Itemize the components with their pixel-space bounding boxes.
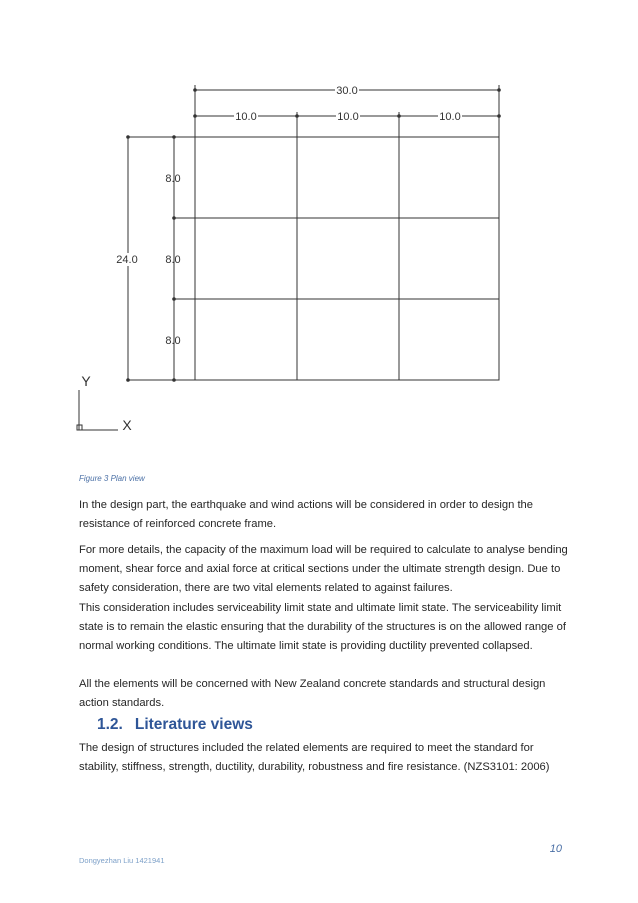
dim-tick xyxy=(497,88,501,92)
figure-caption: Figure 3 Plan view xyxy=(79,474,145,483)
paragraph-4: All the elements will be concerned with New Zealand concrete standards and structural design action standards. xyxy=(79,678,546,709)
dim-tick xyxy=(295,114,299,118)
ucs-x-label: X xyxy=(122,417,132,433)
dim-tick xyxy=(193,114,197,118)
dim-tick xyxy=(172,297,176,301)
dim-total-x-label: 30.0 xyxy=(336,85,358,97)
dim-y-label-1: 8.0 xyxy=(165,173,181,185)
dim-tick xyxy=(172,216,176,220)
dim-x-label-3: 10.0 xyxy=(439,111,461,123)
dim-tick xyxy=(497,114,501,118)
section-number: 1.2. xyxy=(97,716,123,733)
page-number: 10 xyxy=(549,843,562,855)
dim-x-label-1: 10.0 xyxy=(235,111,257,123)
dim-tick xyxy=(126,378,130,382)
footer-author: Dongyezhan Liu 1421941 xyxy=(79,856,165,865)
dim-y-label-2: 8.0 xyxy=(165,254,181,266)
section-heading xyxy=(97,716,253,734)
section-title: Literature views xyxy=(134,716,253,733)
paragraph-1: In the design part, the earthquake and wind actions will be considered in order to design the resistance of reinforced concrete frame. xyxy=(79,499,534,530)
dim-x-label-2: 10.0 xyxy=(337,111,359,123)
dim-y-label-3: 8.0 xyxy=(165,335,181,347)
dim-tick xyxy=(397,114,401,118)
grid-outline xyxy=(195,137,499,380)
paragraph-2: For more details, the capacity of the maximum load will be required to calculate to analyse bending moment, shear force and axial force at critical sections under the ultimate strength design. Due to safety consideration, there are two vital elements related to against failures. xyxy=(79,544,568,594)
dim-tick xyxy=(172,135,176,139)
dim-tick xyxy=(126,135,130,139)
paragraph-3: This consideration includes serviceability limit state and ultimate limit state. The serviceability limit state is to remain the elastic ensuring that the durability of the structures is on the allowed range of normal working conditions. The ultimate limit state is providing ductility prevented collapsed. xyxy=(79,602,566,652)
ucs-y-label: Y xyxy=(81,373,91,389)
dim-total-y-label: 24.0 xyxy=(116,254,138,266)
dim-tick xyxy=(193,88,197,92)
dim-tick xyxy=(172,378,176,382)
paragraph-5: The design of structures included the related elements are required to meet the standard for stability, stiffness, strength, ductility, durability, robustness and fire resistance. (NZS3101: 2006) xyxy=(79,742,550,773)
